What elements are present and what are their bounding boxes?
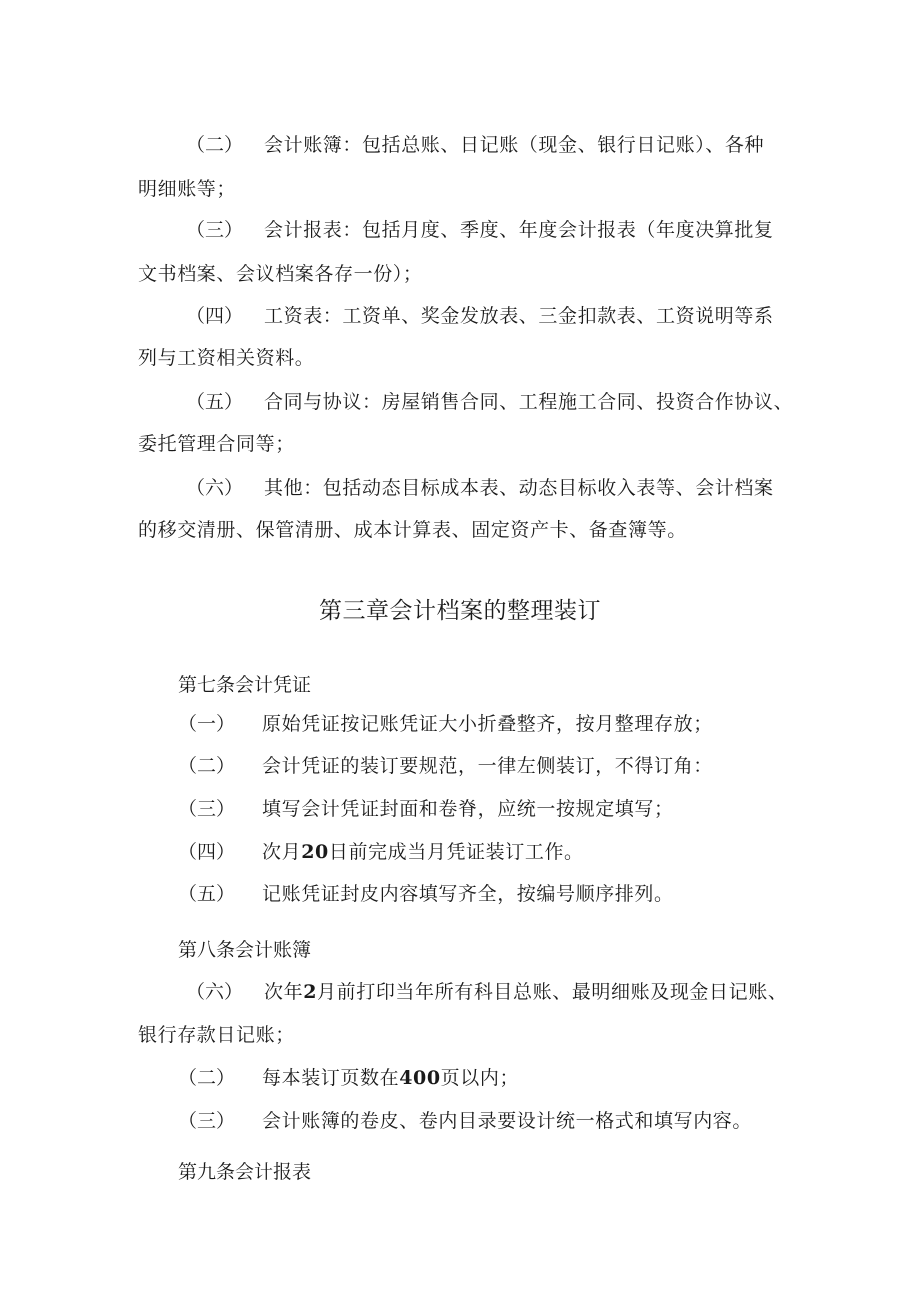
article-heading — [178, 938, 311, 962]
list-item — [178, 1109, 752, 1133]
item-number: （四） — [186, 305, 244, 327]
item-text: 会计凭证的装订要规范，一律左侧装订，不得订角： — [262, 755, 713, 777]
list-item — [178, 712, 713, 736]
item-text: 次月 — [262, 841, 302, 863]
list-item — [186, 218, 774, 242]
item-number: （六） — [186, 981, 244, 1003]
list-item — [186, 304, 774, 328]
list-item-continuation: 明细账等； — [138, 178, 237, 200]
article-number: 第八条 — [178, 939, 236, 961]
item-number: （二） — [178, 755, 236, 777]
list-item — [178, 1066, 519, 1090]
item-number-value: 20 — [301, 841, 329, 863]
item-text: 月前打印当年所有科目总账、最明细账及现金日记账、 — [317, 981, 788, 1003]
list-item-continuation: 列与工资相关资料。 — [138, 347, 315, 369]
list-item-continuation: 银行存款日记账； — [138, 1024, 295, 1046]
list-item-continuation: 委托管理合同等； — [138, 433, 295, 455]
list-item-continuation: 文书档案、会议档案各存一份）； — [138, 263, 423, 285]
item-text: 页以内； — [440, 1067, 520, 1089]
item-number: （三） — [178, 1110, 236, 1132]
item-text: 填写会计凭证封面和卷脊，应统一按规定填写； — [262, 798, 674, 820]
item-text: 日前完成当月凭证装订工作。 — [328, 841, 584, 863]
article-number: 第九条 — [178, 1161, 236, 1183]
article-title: 会计凭证 — [235, 674, 312, 696]
item-text: 记账凭证封皮内容填写齐全，按编号顺序排列。 — [262, 883, 674, 905]
item-text: 会计账簿：包括总账、日记账（现金、银行日记账）、各种 — [264, 134, 765, 156]
article-title: 会计报表 — [235, 1161, 312, 1183]
article-heading — [178, 1160, 311, 1184]
list-item — [186, 980, 787, 1004]
article-title: 会计账簿 — [235, 939, 312, 961]
item-number-value: 2 — [303, 981, 318, 1003]
item-number: （二） — [186, 134, 244, 156]
list-item — [186, 390, 793, 414]
item-number: （五） — [186, 391, 244, 413]
chapter-title: 第三章会计档案的整理装订 — [319, 598, 601, 624]
item-text: 会计报表：包括月度、季度、年度会计报表（年度决算批复 — [264, 219, 774, 241]
item-text: 会计账簿的卷皮、卷内目录要设计统一格式和填写内容。 — [262, 1110, 753, 1132]
item-number: （六） — [186, 477, 244, 499]
item-number: （二） — [178, 1067, 236, 1089]
article-heading — [178, 673, 311, 697]
item-number: （三） — [178, 798, 236, 820]
list-item-continuation: 的移交清册、保管清册、成本计算表、固定资产卡、备查簿等。 — [138, 519, 687, 541]
list-item — [186, 133, 764, 157]
item-text: 次年 — [264, 981, 304, 1003]
item-number-value: 400 — [399, 1067, 441, 1089]
list-item — [186, 476, 774, 500]
item-text: 每本装订页数在 — [262, 1067, 400, 1089]
list-item — [178, 797, 674, 821]
item-text: 原始凭证按记账凭证大小折叠整齐，按月整理存放； — [262, 713, 713, 735]
article-number: 第七条 — [178, 674, 236, 696]
item-number: （五） — [178, 883, 236, 905]
item-number: （一） — [178, 713, 236, 735]
list-item — [178, 840, 584, 864]
item-text: 其他：包括动态目标成本表、动态目标收入表等、会计档案 — [264, 477, 774, 499]
item-text: 合同与协议：房屋销售合同、工程施工合同、投资合作协议、 — [264, 391, 794, 413]
item-number: （三） — [186, 219, 244, 241]
item-text: 工资表：工资单、奖金发放表、三金扣款表、工资说明等系 — [264, 305, 774, 327]
item-number: （四） — [178, 841, 236, 863]
list-item — [178, 882, 674, 906]
list-item — [178, 754, 713, 778]
